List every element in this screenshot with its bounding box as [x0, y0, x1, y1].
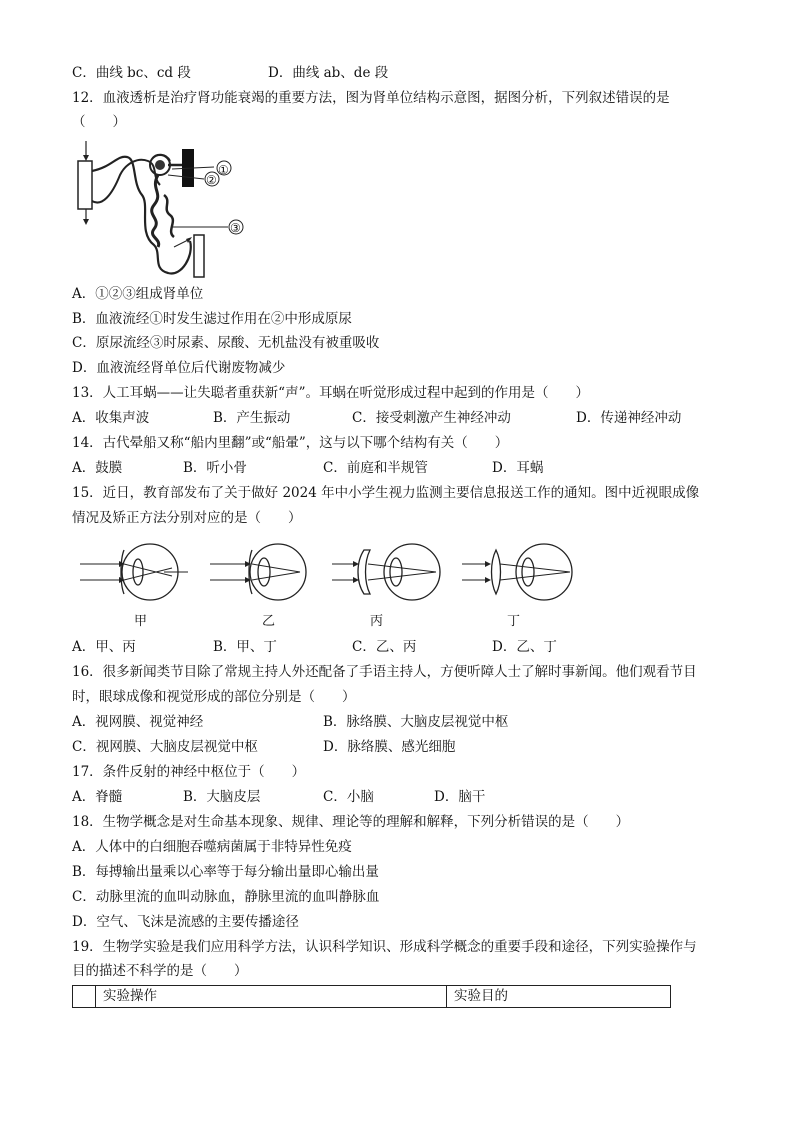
- table-header-purpose: 实验目的: [454, 988, 508, 1004]
- q19-stem-line2: 目的描述不科学的是（ ）: [72, 963, 248, 979]
- q12-option-b: B．血液流经①时发生滤过作用在②中形成原尿: [72, 311, 352, 327]
- q14-stem: 14．古代晕船又称“船内里翻”或“船暈”，这与以下哪个结构有关（ ）: [72, 435, 509, 451]
- q15-option-a: A．甲、丙: [72, 639, 136, 655]
- q16-option-c: C．视网膜、大脑皮层视觉中枢: [72, 739, 258, 755]
- q16-stem: 16．很多新闻类节目除了常规主持人外还配备了手语主持人，方便听障人士了解时事新闻。他们观看节目: [72, 664, 697, 680]
- eye-bing: [332, 544, 440, 600]
- figure-label-bing: 丙: [370, 614, 384, 629]
- q14-option-a: A．鼓膜: [72, 460, 123, 476]
- q15-option-d: D．乙、丁: [492, 639, 557, 655]
- q18-option-a: A．人体中的白细胞吞噬病菌属于非特异性免疫: [72, 839, 352, 855]
- q13-stem: 13．人工耳蜗——让失聪者重获新“声”。耳蜗在听觉形成过程中起到的作用是（ ）: [72, 385, 589, 401]
- q18-option-c: C．动脉里流的血叫动脉血，静脉里流的血叫静脉血: [72, 889, 380, 905]
- q13-option-c: C．接受刺激产生神经冲动: [352, 410, 511, 426]
- q12-option-a: A．①②③组成肾单位: [72, 286, 204, 302]
- q12-option-d: D．血液流经肾单位后代谢废物减少: [72, 360, 286, 376]
- nephron-diagram: [72, 135, 252, 283]
- q17-option-a: A．脊髓: [72, 789, 123, 805]
- figure-label-yi: 乙: [262, 614, 276, 629]
- q19-stem: 19．生物学实验是我们应用科学方法，认识科学知识、形成科学概念的重要手段和途径，下列实验操作与: [72, 939, 697, 955]
- q16-option-b: B．脉络膜、大脑皮层视觉中枢: [323, 714, 509, 730]
- table-header-operation: 实验操作: [96, 986, 447, 1007]
- q14-option-d: D．耳蜗: [492, 460, 544, 476]
- q15-stem-line2: 情况及矫正方法分别对应的是（ ）: [72, 510, 302, 526]
- q18-stem: 18．生物学概念是对生命基本现象、规律、理论等的理解和解释，下列分析错误的是（ ）: [72, 814, 630, 830]
- table-header-index: [73, 986, 96, 1007]
- q12-stem-blank: （ ）: [72, 114, 126, 130]
- q16-stem-line2: 时，眼球成像和视觉形成的部位分别是（ ）: [72, 689, 356, 705]
- q15-option-b: B．甲、丁: [213, 639, 277, 655]
- q11-option-d: D．曲线 ab、de 段: [268, 65, 389, 81]
- q11-option-c: C．曲线 bc、cd 段: [72, 65, 191, 81]
- figure-label-jia: 甲: [134, 614, 148, 629]
- q18-option-d: D．空气、飞沫是流感的主要传播途径: [72, 914, 299, 930]
- q16-option-a: A．视网膜、视觉神经: [72, 714, 204, 730]
- marker-1: ①: [218, 163, 229, 177]
- q17-stem: 17．条件反射的神经中枢位于（ ）: [72, 764, 306, 780]
- q15-option-c: C．乙、丙: [352, 639, 417, 655]
- q14-option-c: C．前庭和半规管: [323, 460, 428, 476]
- eye-ding: [462, 544, 572, 600]
- marker-2: ②: [206, 173, 217, 187]
- q15-stem: 15．近日，教育部发布了关于做好 2024 年中小学生视力监测主要信息报送工作的通知。图中近视眼成像: [72, 485, 700, 501]
- q17-option-b: B．大脑皮层: [183, 789, 261, 805]
- q13-option-a: A．收集声波: [72, 410, 150, 426]
- figure-label-ding: 丁: [507, 614, 521, 629]
- q17-option-c: C．小脑: [323, 789, 374, 805]
- q16-option-d: D．脉络膜、感光细胞: [323, 739, 456, 755]
- q13-option-d: D．传递神经冲动: [576, 410, 682, 426]
- q18-option-b: B．每搏输出量乘以心率等于每分输出量即心输出量: [72, 864, 379, 880]
- q13-option-b: B．产生振动: [213, 410, 291, 426]
- q14-option-b: B．听小骨: [183, 460, 247, 476]
- eye-diagrams: [80, 542, 600, 622]
- marker-3: ③: [230, 221, 241, 235]
- q12-option-c: C．原尿流经③时尿素、尿酸、无机盐没有被重吸收: [72, 335, 380, 351]
- experiment-table: [72, 985, 671, 1008]
- eye-jia: [80, 544, 188, 600]
- eye-yi: [210, 544, 306, 600]
- q17-option-d: D．脑干: [434, 789, 486, 805]
- q12-stem: 12．血液透析是治疗肾功能衰竭的重要方法，图为肾单位结构示意图，据图分析，下列叙述错误的是: [72, 90, 670, 106]
